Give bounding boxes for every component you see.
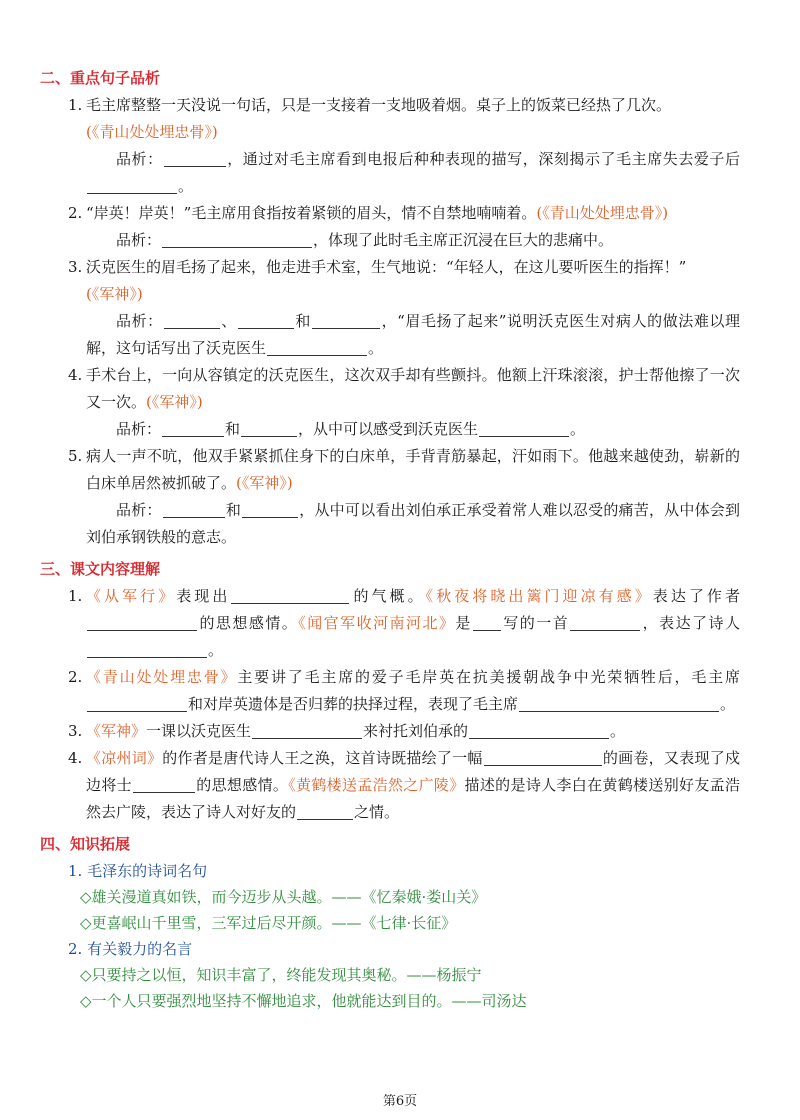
question-number: 1. xyxy=(68,587,83,605)
source-label: (《青山处处埋忠骨》) xyxy=(86,123,218,141)
question-text: 之情。 xyxy=(354,803,400,821)
question-text: 的画卷，又表现了戍边将士 xyxy=(86,749,740,794)
question-item xyxy=(40,583,740,664)
answer-blank[interactable] xyxy=(570,612,640,631)
quote-line: ◇雄关漫道真如铁，而今迈步从头越。——《忆秦娥·娄山关》 xyxy=(80,888,487,906)
question-number: 2. xyxy=(68,204,83,222)
worksheet-content xyxy=(40,60,740,1014)
answer-blank[interactable] xyxy=(162,418,224,437)
answer-blank[interactable] xyxy=(162,229,312,248)
analysis-line xyxy=(40,146,740,200)
answer-blank[interactable] xyxy=(267,337,367,356)
analysis-label: 品析： xyxy=(116,312,163,330)
analysis-text: ，从中可以感受到沃克医生 xyxy=(298,420,479,438)
analysis-text: ，“眉毛扬了起来”说明沃克医生对病人的做法难以理解，这句话写出了沃克医生 xyxy=(86,312,740,357)
question-item xyxy=(40,200,740,227)
analysis-line xyxy=(40,416,740,443)
poem-title: 《闻官军收河南河北》 xyxy=(298,614,456,632)
question-number: 1. xyxy=(68,96,83,114)
separator: 和 xyxy=(225,420,241,438)
question-text: 的思想感情。 xyxy=(198,614,299,632)
answer-blank[interactable] xyxy=(87,612,197,631)
answer-blank[interactable] xyxy=(164,148,226,167)
section-title: 二、重点句子品析 xyxy=(40,69,161,87)
question-text: 写的一首 xyxy=(501,614,570,632)
poem-title: 《凉州词》 xyxy=(86,749,163,767)
source-label: (《军神》) xyxy=(236,474,293,492)
answer-blank[interactable] xyxy=(469,720,609,739)
section-title: 四、知识拓展 xyxy=(40,835,131,853)
analysis-end: 。 xyxy=(570,420,586,438)
question-text: 的作者是唐代诗人王之涣，这首诗既描绘了一幅 xyxy=(162,749,483,767)
question-number: 4. xyxy=(68,749,83,767)
question-text: 和对岸英遗体是否归葬的抉择过程，表现了毛主席 xyxy=(188,695,519,713)
answer-blank[interactable] xyxy=(241,418,297,437)
analysis-end: 。 xyxy=(178,177,194,195)
question-text: ，表达了诗人 xyxy=(641,614,740,632)
question-text: 。 xyxy=(208,641,224,659)
answer-blank[interactable] xyxy=(242,499,298,518)
question-number: 3. xyxy=(68,722,83,740)
question-text: “岸英！岸英！”毛主席用食指按着紧锁的眉头，情不自禁地喃喃着。 xyxy=(86,204,537,222)
question-number: 3. xyxy=(68,258,83,276)
answer-blank[interactable] xyxy=(87,693,187,712)
question-text: 毛主席整整一天没说一句话，只是一支接着一支地吸着烟。桌子上的饭菜已经热了几次。 xyxy=(86,96,672,114)
question-text: 的气概。 xyxy=(350,587,426,605)
analysis-label: 品析： xyxy=(116,231,162,249)
analysis-line xyxy=(40,308,740,362)
poem-title: 《秋夜将晓出篱门迎凉有感》 xyxy=(425,587,653,605)
section-title: 三、课文内容理解 xyxy=(40,560,161,578)
answer-blank[interactable] xyxy=(297,801,353,820)
separator: 、 xyxy=(220,312,237,330)
subsection-title: 1. 毛泽东的诗词名句 xyxy=(68,862,208,880)
question-text: 一课以沃克医生 xyxy=(146,722,252,740)
poem-title: 《青山处处埋忠骨》 xyxy=(86,668,238,686)
question-number: 2. xyxy=(68,668,83,686)
question-text: 病人一声不吭，他双手紧紧抓住身下的白床单，手背青筋暴起，汗如雨下。他越来越使劲，崭新的白床单居然被抓破了。 xyxy=(86,447,740,492)
question-text: 主要讲了毛主席的爱子毛岸英在抗美援朝战争中光荣牺牲后，毛主席 xyxy=(237,668,740,686)
analysis-label: 品析： xyxy=(116,501,162,519)
question-text: 。 xyxy=(610,722,626,740)
question-number: 4. xyxy=(68,366,83,384)
answer-blank[interactable] xyxy=(519,693,719,712)
answer-blank[interactable] xyxy=(87,639,207,658)
answer-blank[interactable] xyxy=(87,175,177,194)
question-item xyxy=(40,745,740,826)
question-item xyxy=(40,664,740,718)
quote-line: ◇只要持之以恒，知识丰富了，终能发现其奥秘。——杨振宁 xyxy=(80,966,482,984)
question-item xyxy=(40,254,740,308)
question-text: 表达了作者 xyxy=(652,587,740,605)
analysis-line xyxy=(40,227,740,254)
poem-title: 《黄鹤楼送孟浩然之广陵》 xyxy=(288,776,465,794)
separator: 和 xyxy=(294,312,311,330)
answer-blank[interactable] xyxy=(163,499,225,518)
question-text: 的思想感情。 xyxy=(195,776,289,794)
question-text: 。 xyxy=(720,695,736,713)
analysis-text: ，从中可以看出刘伯承正承受着常人难以忍受的痛苦，从中体会到刘伯承钢铁般的意志。 xyxy=(86,501,740,546)
source-label: (《军神》) xyxy=(146,393,203,411)
quote-line: ◇更喜岷山千里雪，三军过后尽开颜。——《七律·长征》 xyxy=(80,914,457,932)
poem-title: 《从军行》 xyxy=(86,587,177,605)
subsection-title: 2. 有关毅力的名言 xyxy=(68,940,193,958)
source-label: (《青山处处埋忠骨》) xyxy=(536,204,669,222)
answer-blank[interactable] xyxy=(238,310,294,329)
answer-blank[interactable] xyxy=(484,747,602,766)
analysis-label: 品析： xyxy=(116,420,162,438)
poem-title: 《军神》 xyxy=(86,722,147,740)
question-text: 来衬托刘伯承的 xyxy=(363,722,469,740)
question-item xyxy=(40,362,740,416)
answer-blank[interactable] xyxy=(164,310,220,329)
separator: 和 xyxy=(225,501,242,519)
question-item xyxy=(40,443,740,497)
question-text: 手术台上，一向从容镇定的沃克医生，这次双手却有些颤抖。他额上汗珠滚滚，护士帮他擦了一次又一次。 xyxy=(86,366,740,411)
answer-blank[interactable] xyxy=(312,310,380,329)
question-text: 表现出 xyxy=(176,587,231,605)
question-text: 沃克医生的眉毛扬了起来，他走进手术室，生气地说：“年轻人，在这儿要听医生的指挥！” xyxy=(86,258,687,276)
question-item xyxy=(40,718,740,745)
page-number: 第6页 xyxy=(382,1094,418,1109)
answer-blank[interactable] xyxy=(252,720,362,739)
answer-blank[interactable] xyxy=(133,774,195,793)
question-number: 5. xyxy=(68,447,83,465)
analysis-line xyxy=(40,497,740,551)
quote-line: ◇一个人只要强烈地坚持不懈地追求，他就能达到目的。——司汤达 xyxy=(80,992,527,1010)
question-text: 描述的是诗人李白在黄鹤楼送别好友孟浩然去广陵，表达了诗人对好友的 xyxy=(86,776,740,821)
analysis-end: 。 xyxy=(368,339,384,357)
analysis-label: 品析： xyxy=(116,150,163,168)
question-item xyxy=(40,92,740,146)
question-text: 是 xyxy=(455,614,472,632)
answer-blank[interactable] xyxy=(479,418,569,437)
answer-blank[interactable] xyxy=(473,612,501,631)
answer-blank[interactable] xyxy=(231,585,349,604)
source-label: (《军神》) xyxy=(86,285,143,303)
analysis-text: ，通过对毛主席看到电报后种种表现的描写，深刻揭示了毛主席失去爱子后 xyxy=(226,150,740,168)
analysis-text: ，体现了此时毛主席正沉浸在巨大的悲痛中。 xyxy=(313,231,614,249)
